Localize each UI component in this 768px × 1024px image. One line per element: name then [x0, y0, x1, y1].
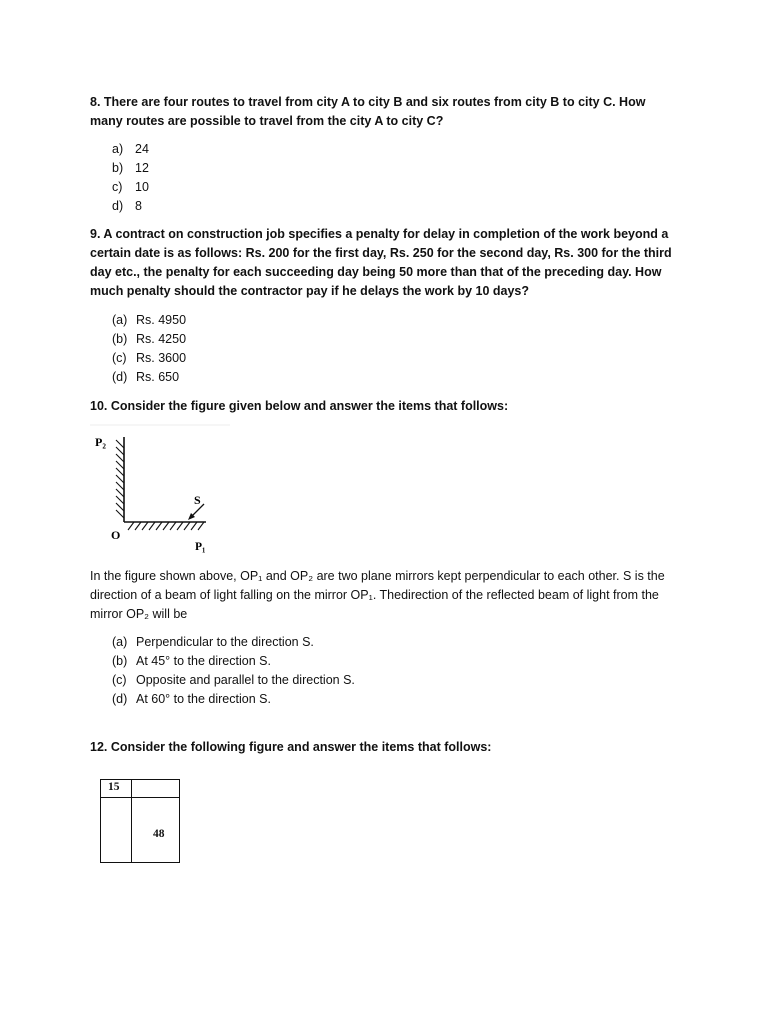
option-text: Rs. 4950 [136, 313, 187, 327]
option-item [112, 159, 672, 178]
question-8-options [112, 140, 672, 216]
option-label: (a) [112, 635, 128, 649]
option-text: 8 [135, 199, 142, 213]
option-label: (b) [112, 654, 128, 668]
option-text: 24 [135, 142, 149, 156]
question-10-options [112, 633, 672, 709]
option-text: 12 [135, 161, 149, 175]
option-item [112, 349, 672, 368]
grid-vertical-divider [131, 780, 132, 862]
option-text: At 45° to the direction S. [136, 654, 271, 668]
mirror-op1 [124, 522, 206, 530]
option-item [112, 633, 672, 652]
option-item [112, 690, 672, 709]
option-text: Opposite and parallel to the direction S. [136, 673, 355, 687]
option-item [112, 311, 672, 330]
option-label: d) [112, 199, 124, 213]
label-p2: P₂ [95, 435, 106, 449]
label-o: O [111, 528, 121, 542]
label-s: S [194, 493, 201, 507]
option-label: c) [112, 180, 123, 194]
option-label: a) [112, 142, 124, 156]
option-label: (d) [112, 692, 128, 706]
option-item [112, 330, 672, 349]
question-12: 12. Consider the following figure and answer the items that follows: [90, 740, 492, 754]
option-label: (c) [112, 351, 127, 365]
label-p1: P₁ [195, 541, 206, 553]
option-text: Rs. 3600 [136, 351, 187, 365]
grid-cell-top-left: 15 [108, 781, 120, 793]
option-text: At 60° to the direction S. [136, 692, 271, 706]
option-item [112, 368, 672, 387]
option-item [112, 652, 672, 671]
grid-horizontal-divider [101, 797, 179, 798]
option-item [112, 671, 672, 690]
option-label: (d) [112, 370, 128, 384]
option-item [112, 140, 672, 159]
option-item [112, 197, 672, 216]
question-9-options [112, 311, 672, 387]
question-10: 10. Consider the figure given below and answer the items that follows: [90, 399, 509, 413]
mirror-op2 [116, 437, 124, 522]
option-text: 10 [135, 180, 149, 194]
question-9: 9. A contract on construction job specifies a penalty for delay in completion of the work beyond a certain date is as follows: Rs. 200 for the first day, Rs. 250 for the second day, Rs. 300 for the third day etc., the penalty for each succeeding day being 50 more than that of the preceding day. How much penalty should the contractor pay if he delays the work by 10 days? [90, 227, 672, 298]
option-label: (c) [112, 673, 127, 687]
grid-cell-bottom-right: 48 [153, 828, 165, 840]
mirror-figure [88, 420, 238, 560]
number-grid-figure [100, 779, 180, 863]
option-label: (b) [112, 332, 128, 346]
option-text: Rs. 4250 [136, 332, 187, 346]
option-text: Perpendicular to the direction S. [136, 635, 314, 649]
option-label: b) [112, 161, 124, 175]
option-text: Rs. 650 [136, 370, 180, 384]
question-10-passage: In the figure shown above, OP₁ and OP₂ are two plane mirrors kept perpendicular to each other. S is the direction of a beam of light falling on the mirror OP₁. Thedirection of the reflected beam of light from the mirror OP₂ will be [90, 569, 665, 621]
option-label: (a) [112, 313, 128, 327]
question-8: 8. There are four routes to travel from city A to city B and six routes from city B to city C. How many routes are possible to travel from the city A to city C? [90, 95, 646, 128]
option-item [112, 178, 672, 197]
